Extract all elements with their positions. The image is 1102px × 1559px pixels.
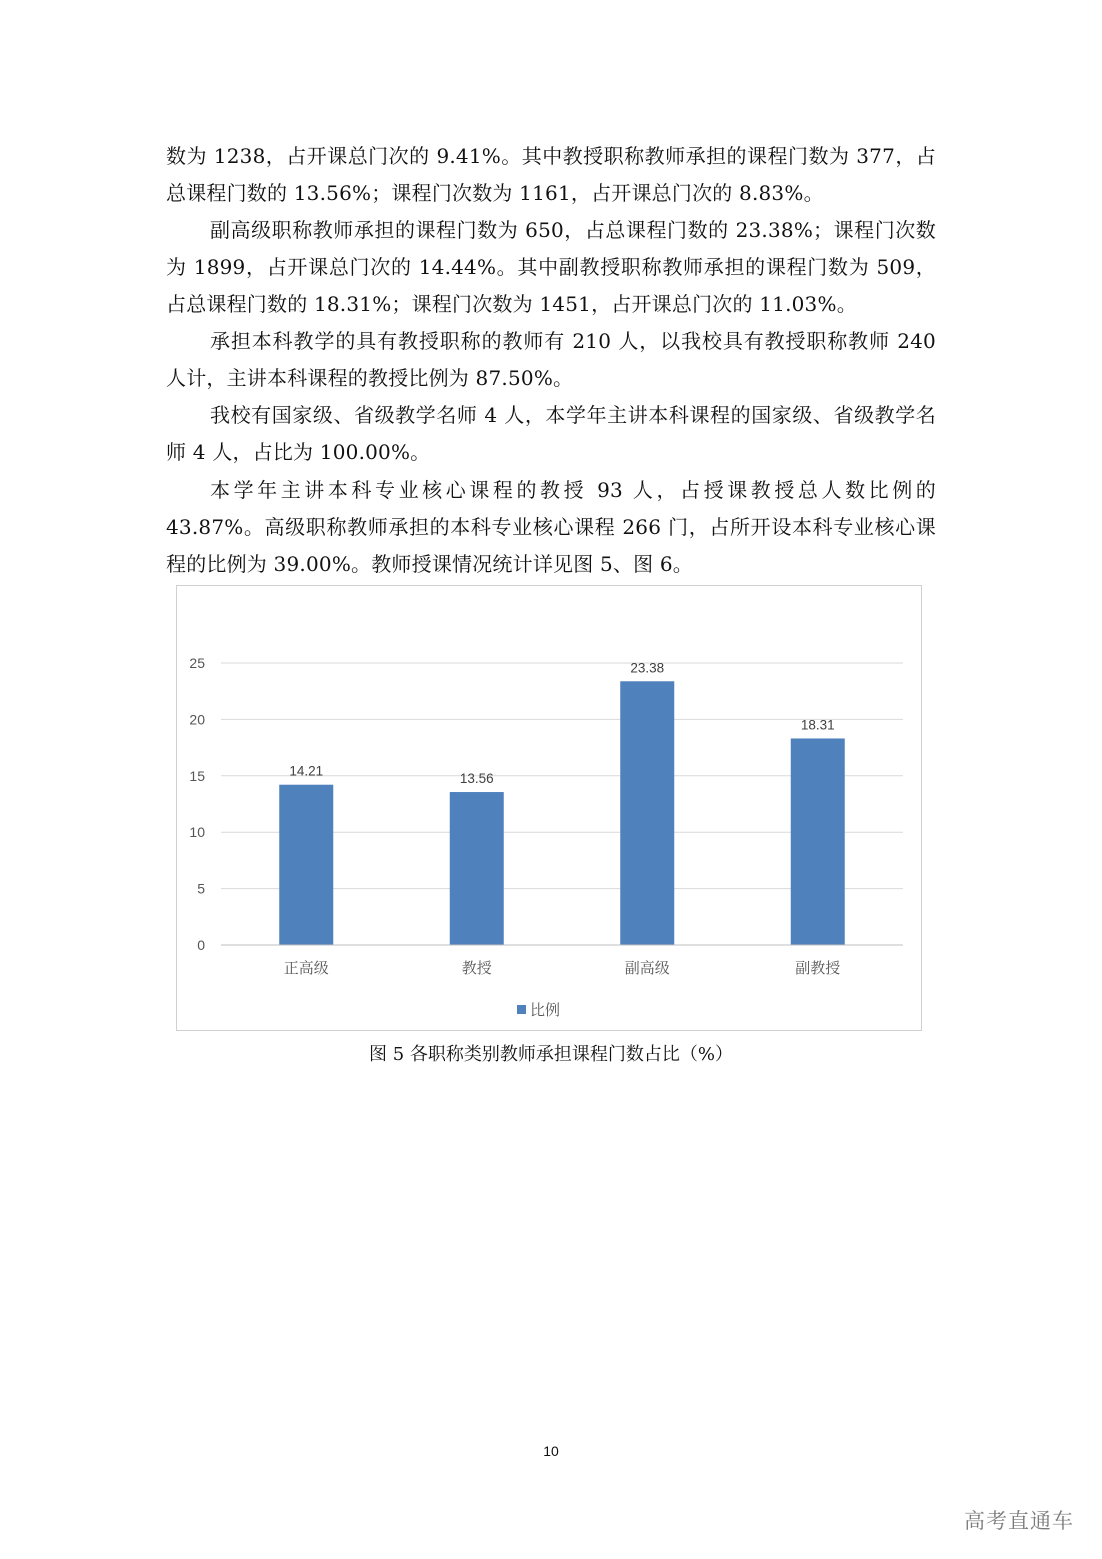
y-tick-label: 15 [189, 767, 205, 784]
legend-label: 比例 [530, 1001, 561, 1019]
x-tick-label: 副高级 [624, 959, 670, 977]
legend-swatch [517, 1005, 526, 1014]
paragraph-famous-teachers: 我校有国家级、省级教学名师 4 人，本学年主讲本科课程的国家级、省级教学名师 4 人，占比为 100.00%。 [166, 403, 936, 464]
y-tick-label: 25 [189, 655, 205, 671]
data-label: 18.31 [800, 717, 835, 733]
y-tick-label: 5 [197, 880, 205, 897]
bar-3 [791, 738, 845, 945]
bar-0 [279, 785, 333, 945]
data-label: 23.38 [630, 660, 665, 676]
y-tick-label: 0 [197, 937, 205, 953]
x-tick-label: 教授 [461, 959, 492, 977]
bar-2 [620, 681, 674, 945]
y-tick-label: 10 [189, 824, 205, 841]
paragraph-professor-ratio: 承担本科教学的具有教授职称的教师有 210 人，以我校具有教授职称教师 240 人计，主讲本科课程的教授比例为 87.50%。 [166, 329, 936, 390]
page-number: 10 [543, 1443, 559, 1459]
bar-chart [176, 585, 922, 1031]
y-tick-label: 20 [189, 711, 205, 728]
x-tick-label: 正高级 [283, 959, 329, 977]
data-label: 13.56 [459, 771, 494, 787]
x-tick-label: 副教授 [795, 959, 841, 977]
data-label: 14.21 [289, 763, 324, 779]
paragraph-continued: 数为 1238，占开课总门次的 9.41%。其中教授职称教师承担的课程门数为 377，占总课程门数的 13.56%；课程门次数为 1161，占开课总门次的 8.83%。 [166, 144, 936, 205]
bar-1 [450, 792, 504, 945]
paragraph-associate-senior: 副高级职称教师承担的课程门数为 650，占总课程门数的 23.38%；课程门次数为 1899，占开课总门次的 14.44%。其中副教授职称教师承担的课程门数为 509，占总课程门数的 18.31%；课程门次数为 1451，占开课总门次的 11.03%。 [166, 218, 936, 316]
figure-caption: 图 5 各职称类别教师承担课程门数占比（%） [369, 1044, 733, 1065]
watermark: 高考直通车 [964, 1509, 1074, 1533]
bar-chart-svg [177, 586, 923, 1032]
paragraph-core-courses: 本学年主讲本科专业核心课程的教授 93 人，占授课教授总人数比例的 43.87%。高级职称教师承担的本科专业核心课程 266 门，占所开设本科专业核心课程的比例为 39.00%。教师授课情况统计详见图 5、图 6。 [166, 478, 936, 576]
